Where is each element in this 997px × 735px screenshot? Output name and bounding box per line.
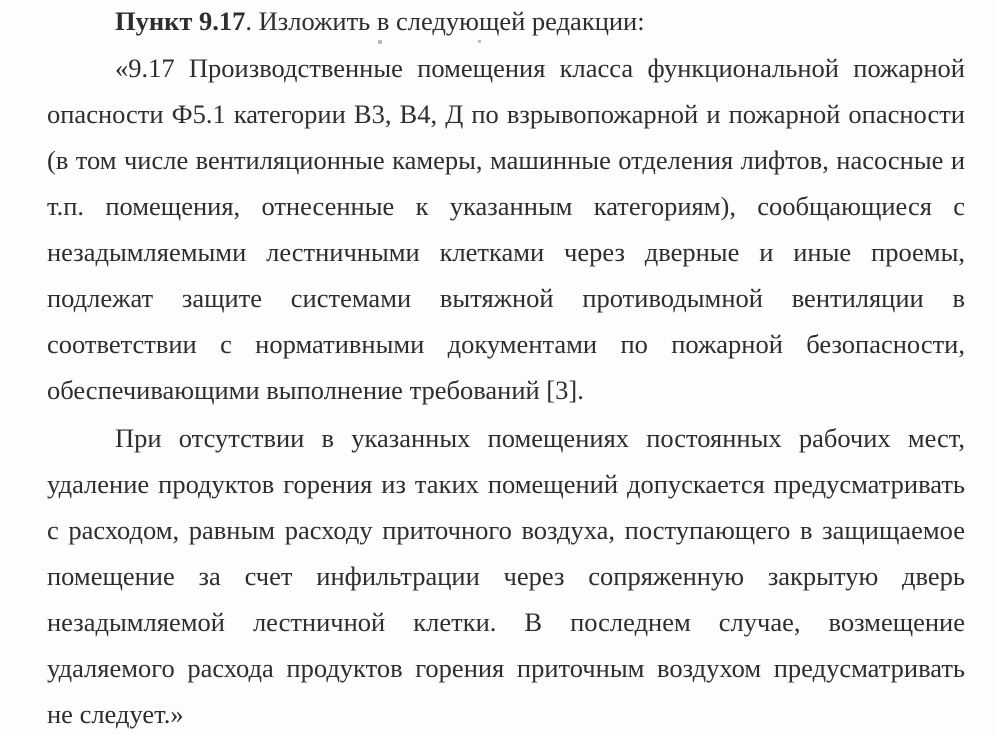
- heading-instruction: . Изложить в следующей редакции:: [245, 6, 645, 36]
- scan-speck: [478, 40, 481, 43]
- paragraph-line: «9.17 Производственные помещения класса функциональной пожарной: [115, 53, 965, 83]
- clause-label: Пункт 9.17: [115, 6, 246, 36]
- amendment-heading: [115, 6, 965, 36]
- paragraph-line: незадымляемой лестничной клетки. В последнем случае, возмещение: [47, 607, 965, 637]
- paragraph-line: опасности Ф5.1 категории В3, В4, Д по взрывопожарной и пожарной опасности: [47, 99, 965, 129]
- paragraph-line: с расходом, равным расходу приточного воздуха, поступающего в защищаемое: [47, 515, 965, 545]
- paragraph-line: удаляемого расхода продуктов горения приточным воздухом предусматривать: [47, 653, 965, 683]
- scan-speck: [378, 40, 382, 44]
- paragraph-line: подлежат защите системами вытяжной противодымной вентиляции в: [47, 283, 965, 313]
- paragraph-line: (в том числе вентиляционные камеры, машинные отделения лифтов, насосные и: [47, 145, 965, 175]
- paragraph-line: удаление продуктов горения из таких помещений допускается предусматривать: [47, 469, 965, 499]
- paragraph-line: помещение за счет инфильтрации через сопряженную закрытую дверь: [47, 561, 965, 591]
- paragraph-line: соответствии с нормативными документами по пожарной безопасности,: [47, 329, 965, 359]
- paragraph-line: не следует.»: [47, 699, 184, 729]
- paragraph-line: т.п. помещения, отнесенные к указанным категориям), сообщающиеся с: [47, 191, 965, 221]
- paragraph-line: незадымляемыми лестничными клетками через дверные и иные проемы,: [47, 237, 965, 267]
- paragraph-line: При отсутствии в указанных помещениях постоянных рабочих мест,: [115, 423, 965, 453]
- paragraph-line: обеспечивающими выполнение требований [3].: [47, 375, 584, 405]
